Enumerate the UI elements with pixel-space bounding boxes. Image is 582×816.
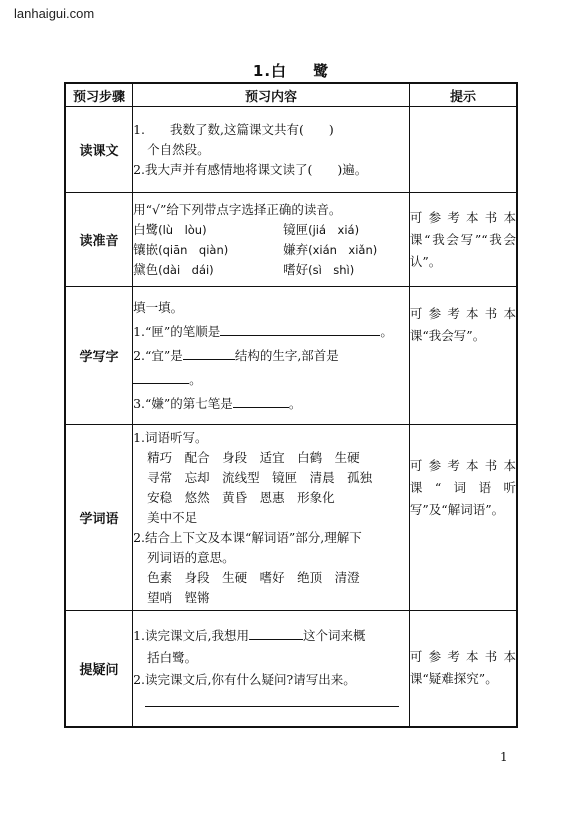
write-q3-text: 3.“嫌”的第七笔是	[133, 395, 233, 411]
words-list2-line2: 望哨 铿锵	[147, 589, 210, 605]
lesson-title-char2: 鹭	[313, 62, 330, 80]
question-answer-line[interactable]	[145, 705, 399, 707]
pinyin-xianqi: (xián xiǎn)	[308, 242, 378, 257]
pinyin-daise: (dài dái)	[158, 262, 214, 277]
preview-table	[64, 82, 518, 728]
read-sound-pair-2	[133, 240, 409, 260]
write-q2-text: 2.“宜”是	[133, 347, 183, 363]
content-read-text	[133, 107, 410, 193]
lesson-title-char1: 白	[271, 62, 288, 80]
lesson-title	[0, 60, 582, 81]
content-read-sound	[133, 193, 410, 287]
read-text-q1-cont: 个自然段。	[147, 141, 210, 157]
question-q1-text: 1.读完课文后,我想用	[133, 628, 249, 644]
pinyin-bailu: (lù lòu)	[158, 222, 207, 237]
hint-read-sound: 可参考本书本课“我会写”“我会认”。	[409, 193, 517, 287]
write-q3-end: 。	[288, 395, 302, 411]
row-write	[65, 287, 517, 425]
header-row	[65, 83, 517, 107]
row-read-text	[65, 107, 517, 193]
read-sound-pair-3	[133, 260, 409, 280]
words-list1-line3: 安稳 悠然 黄昏 恩惠 形象化	[147, 489, 335, 505]
question-q1-blank[interactable]	[249, 627, 303, 640]
write-q3-blank[interactable]	[233, 395, 289, 408]
content-question	[133, 611, 410, 727]
hint-question: 可参考本书本课“疑难探究”。	[409, 611, 517, 727]
step-read-sound: 读准音	[65, 193, 133, 287]
lesson-number: 1.	[252, 62, 272, 80]
site-watermark: lanhaigui.com	[14, 6, 95, 21]
write-q3	[133, 392, 409, 416]
word-jingxia: 镜匣	[283, 221, 309, 237]
write-q2-cont	[133, 368, 409, 392]
step-question: 提疑问	[65, 611, 133, 727]
header-step: 预习步骤	[65, 83, 133, 107]
word-xianqi: 嫌弃	[283, 241, 309, 257]
words-list2-line1: 色素 身段 生硬 嗜好 绝顶 清澄	[147, 569, 360, 585]
read-text-q2: 2.我大声并有感情地将课文读了( )遍。	[133, 161, 368, 177]
question-q1	[133, 625, 409, 647]
pinyin-xiangqian: (qiān qiàn)	[158, 242, 229, 257]
read-text-q1: 1. 我数了数,这篇课文共有( )	[133, 121, 334, 137]
question-q1-end: 这个词来概	[303, 628, 366, 644]
words-list1-line2: 寻常 忘却 流线型 镜匣 清晨 孤独	[147, 469, 373, 485]
write-q2-mid: 结构的生字,部首是	[234, 347, 339, 363]
question-q1-cont: 括白鹭。	[147, 650, 198, 666]
words-q2-cont: 列词语的意思。	[147, 549, 235, 565]
hint-words: 可参考本书本课“词语听写”及“解词语”。	[409, 425, 517, 611]
content-write	[133, 287, 410, 425]
step-write: 学写字	[65, 287, 133, 425]
page-number: 1	[500, 750, 508, 764]
hint-read-text	[409, 107, 517, 193]
step-read-text: 读课文	[65, 107, 133, 193]
hint-write: 可参考本书本课“我会写”。	[409, 287, 517, 425]
write-q1-text: 1.“匣”的笔顺是	[133, 323, 221, 339]
word-shihao: 嗜好	[283, 261, 309, 277]
words-q1: 1.词语听写。	[133, 429, 208, 445]
write-intro: 填一填。	[133, 299, 184, 315]
write-q1	[133, 320, 409, 344]
pinyin-shihao: (sì shì)	[308, 262, 355, 277]
step-words: 学词语	[65, 425, 133, 611]
pinyin-jingxia: (jiá xiá)	[308, 222, 360, 237]
word-xiangqian: 镶嵌	[133, 241, 159, 257]
write-q2-blank-structure[interactable]	[183, 347, 235, 360]
word-bailu: 白鹭	[133, 221, 159, 237]
content-words	[133, 425, 410, 611]
write-q1-end: 。	[380, 323, 393, 339]
read-sound-intro: 用“√”给下列带点字选择正确的读音。	[133, 201, 342, 217]
header-hint: 提示	[409, 83, 517, 107]
word-daise: 黛色	[133, 261, 159, 277]
read-sound-pair-1	[133, 220, 409, 240]
write-q2-blank-radical[interactable]	[133, 371, 189, 384]
write-q2	[133, 344, 409, 368]
words-list1-line1: 精巧 配合 身段 适宜 白鹤 生硬	[147, 449, 360, 465]
write-q1-blank[interactable]	[220, 323, 380, 336]
question-q2: 2.读完课文后,你有什么疑问?请写出来。	[133, 672, 356, 688]
row-question	[65, 611, 517, 727]
header-content: 预习内容	[133, 83, 410, 107]
words-q2: 2.结合上下文及本课“解词语”部分,理解下	[133, 529, 362, 545]
write-q2-end: 。	[189, 371, 202, 387]
words-list1-line4: 美中不足	[147, 509, 198, 525]
row-read-sound	[65, 193, 517, 287]
row-words	[65, 425, 517, 611]
